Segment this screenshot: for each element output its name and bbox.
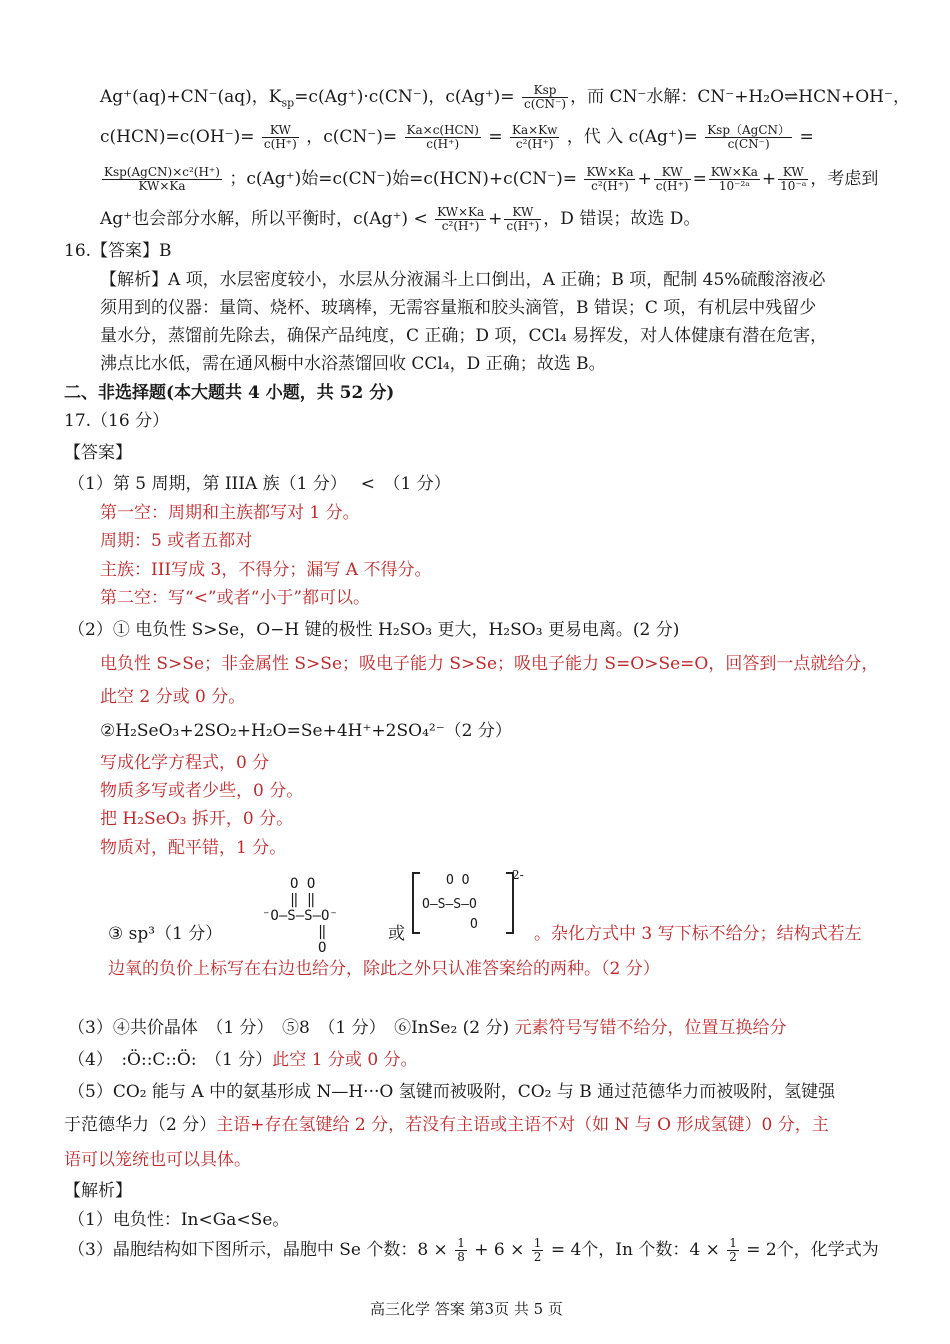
den: c(H⁺): [426, 137, 460, 151]
fraction: [504, 206, 541, 233]
fraction: [262, 124, 299, 151]
den: KW×Ka: [138, 179, 186, 193]
num: KW×Ka: [586, 165, 634, 179]
fraction: [455, 1237, 467, 1264]
text: ，D 错误；故选 D。: [543, 209, 701, 229]
q17-p1-note-2: 周期：5 或者五都对: [100, 531, 253, 551]
page-footer: 高三化学 答案 第3页 共 5 页: [370, 1300, 563, 1318]
q17-analysis-label: 【解析】: [64, 1181, 132, 1201]
fraction: [532, 1237, 544, 1264]
bracket-tl: [412, 872, 420, 874]
q17-analysis-3: [68, 1237, 879, 1264]
text: +: [761, 169, 777, 189]
struct2-charge: 2-: [512, 868, 524, 882]
text: = 2个，化学式为: [746, 1240, 879, 1260]
formula-line-2: [100, 124, 814, 151]
den: 8: [457, 1250, 465, 1264]
text: ，考虑到: [810, 169, 879, 189]
q17-p5: [68, 1047, 418, 1073]
text: ，而 CN⁻水解：CN⁻+H₂O⇌HCN+OH⁻，: [570, 87, 910, 107]
q16-line-3: 量水分，蒸馏前先除去，确保产品纯度，C 正确；D 项，CCl₄ 易挥发，对人体健康有潜在危害，: [100, 326, 828, 346]
text: ；c(Ag⁺)始=c(CN⁻)始=c(HCN)+c(CN⁻)=: [229, 169, 578, 189]
text: 主语+存在氢键给 2 分，若没有主语或主语不对（如 N 与 O 形成氢键）0 分，主: [216, 1115, 829, 1135]
text: c(HCN)=c(OH⁻)=: [100, 127, 255, 147]
struct2-top: O O: [446, 873, 470, 888]
q17-p3-note: 。杂化方式中 3 写下标不给分；结构式若左: [534, 924, 862, 944]
bracket-bl: [412, 932, 420, 934]
sub: sp: [281, 96, 295, 110]
den: 2: [533, 1250, 542, 1264]
den: c(H⁺): [263, 137, 297, 151]
q17-answer-label: 【答案】: [64, 443, 132, 463]
q17-p1-note-3: 主族：III写成 3，不得分；漏写 A 不得分。: [100, 560, 432, 580]
den: c(H⁺): [655, 179, 689, 193]
q17-p3-or: 或: [388, 924, 405, 944]
num: 1: [533, 1236, 542, 1250]
q17-p2-note-1: 电负性 S>Se；非金属性 S>Se；吸电子能力 S>Se；吸电子能力 S=O>Se=O，回答到一点就给分，: [100, 654, 879, 674]
fraction: [727, 1237, 739, 1264]
struct-main: ⁻O–S–S–O⁻: [262, 908, 338, 924]
den: 10⁻ᵃ: [780, 179, 807, 193]
fraction: [522, 84, 568, 111]
q17-p3-note-2: 边氧的负价上标写在右边也给分，除此之外只认准答案给的两种。（2 分）: [108, 959, 660, 979]
q17-p2: （2）① 电负性 S>Se，O−H 键的极性 H₂SO₃ 更大，H₂SO₃ 更易电离。(2 分): [68, 620, 680, 640]
den: c(CN⁻): [727, 137, 770, 151]
fraction: [405, 124, 481, 151]
num: Ksp（AgCN）: [707, 123, 791, 137]
text: = 4个，In 个数：4 ×: [550, 1240, 720, 1260]
q17-p4: [68, 1015, 787, 1041]
num: Ka×c(HCN): [406, 123, 479, 137]
q17-p1-note-4: 第二空：写“<”或者“小于”都可以。: [100, 588, 371, 608]
text: （4） :Ö::C::Ö: （1 分）: [68, 1050, 273, 1070]
q17-p6-1: （5）CO₂ 能与 A 中的氨基形成 N—H···O 氢键而被吸附，CO₂ 与 B 通过范德华力而被吸附，氢键强: [68, 1082, 836, 1102]
den: c²(H⁺): [591, 179, 629, 193]
text: ，代 入 c(Ag⁺)=: [566, 127, 698, 147]
fraction: [654, 166, 691, 193]
struct-bond: ‖: [318, 924, 327, 940]
text: （3）晶胞结构如下图所示，晶胞中 Se 个数：8 ×: [68, 1240, 448, 1260]
text: Ag⁺也会部分水解，所以平衡时，c(Ag⁺) <: [100, 209, 428, 229]
num: KW×Ka: [710, 165, 758, 179]
text: （3）④共价晶体 （1 分） ⑤8 （1 分） ⑥InSe₂ (2 分): [68, 1018, 510, 1038]
formula-line-4: [100, 206, 700, 233]
struct-top: O O: [290, 876, 316, 892]
num: KW×Ka: [437, 205, 485, 219]
q17-p1: （1）第 5 周期，第 IIIA 族（1 分） < （1 分）: [68, 474, 451, 494]
q17-p2b: ②H₂SeO₃+2SO₂+H₂O=Se+4H⁺+2SO₄²⁻（2 分）: [100, 721, 512, 741]
bracket-br: [506, 932, 514, 934]
num: 1: [729, 1236, 737, 1250]
num: 1: [457, 1236, 465, 1250]
q17-p3-sp: ③ sp³（1 分）: [108, 924, 223, 944]
fraction: [510, 124, 559, 151]
section-title: 二、非选择题(本大题共 4 小题，共 52 分): [64, 383, 395, 403]
fraction: [705, 124, 792, 151]
struct2-main: O–S–S–O: [422, 897, 477, 912]
text: =c(Ag⁺)·c(CN⁻)，c(Ag⁺)=: [294, 87, 515, 107]
num: KW: [504, 206, 541, 220]
q16-line-1: 【解析】A 项，水层密度较小，水层从分液漏斗上口倒出，A 正确；B 项，配制 45%硫酸溶液必: [100, 270, 826, 290]
q16-answer: 16.【答案】B: [64, 241, 172, 261]
text: +: [488, 209, 503, 229]
struct2-body: [422, 874, 478, 932]
q17-p6-2: [64, 1112, 829, 1138]
q17-p1-note-1: 第一空：周期和主族都写对 1 分。: [100, 503, 360, 523]
structure-2: [412, 872, 514, 934]
structure-1: [262, 876, 338, 956]
fraction: [709, 166, 760, 193]
text: 元素符号写错不给分，位置互换给分: [514, 1018, 787, 1038]
num: KW: [778, 166, 808, 180]
struct2-bot: O: [470, 917, 478, 932]
den: 10⁻²ᵃ: [718, 179, 750, 193]
q17-p2b-note-3: 把 H₂SeO₃ 拆开，0 分。: [100, 809, 294, 829]
fraction: [778, 166, 808, 193]
q17-p6-3: 语可以笼统也可以具体。: [64, 1150, 251, 1170]
text: ，c(CN⁻)=: [306, 127, 398, 147]
text: 此空 1 分或 0 分。: [272, 1050, 418, 1070]
num: KW: [262, 124, 299, 138]
text: =: [488, 127, 503, 147]
text: + 6 ×: [474, 1240, 525, 1260]
num: Ka×Kw: [511, 123, 558, 137]
formula-line-3: $\frac{\text{Ksp(AgCN)×c²(H⁺)}}{KW\times Ka}$ ；c(Ag⁺)始=c(CN⁻)始=c(HCN)+c(CN⁻)= $\frac{KW\times Ka}{\text{c²(H⁺)}}$ + $\frac{KW}{c(H^+)}$ = $\frac{KW\times Ka}{\text{10⁻²ᵃ}}$ + $\frac{KW}{\text{10⁻ᵃ}}$ ，考虑到: [104, 165, 879, 193]
num: KW: [654, 166, 691, 180]
struct-bottom: O: [318, 940, 327, 956]
q17-p2b-note-4: 物质对，配平错，1 分。: [100, 838, 287, 858]
num: Ksp: [522, 84, 568, 98]
q17-header: 17.（16 分）: [64, 411, 170, 431]
q17-analysis-1: （1）电负性：In<Ga<Se。: [68, 1210, 290, 1230]
den: 2: [729, 1250, 737, 1264]
formula-line-1: [100, 84, 910, 111]
num: Ksp(AgCN)×c²(H⁺): [104, 165, 220, 179]
q16-line-2: 须用到的仪器：量筒、烧杯、玻璃棒，无需容量瓶和胶头滴管，B 错误；C 项，有机层中残留少: [100, 298, 817, 318]
fraction: [435, 206, 486, 233]
fraction: [102, 166, 222, 193]
struct-bonds: ‖ ‖: [290, 892, 316, 908]
q17-p2-note-2: 此空 2 分或 0 分。: [100, 687, 246, 707]
q17-p2b-note-1: 写成化学方程式，0 分: [100, 753, 270, 773]
fraction: [584, 166, 635, 193]
text: =: [799, 127, 814, 147]
q17-p2b-note-2: 物质多写或者少些，0 分。: [100, 781, 304, 801]
den: c²(H⁺): [515, 137, 554, 151]
text: Ag⁺(aq)+CN⁻(aq)，K: [100, 87, 282, 107]
den: c(CN⁻): [523, 97, 567, 111]
den: c²(H⁺): [441, 219, 480, 233]
text: 于范德华力（2 分）: [64, 1115, 217, 1135]
den: c(H⁺): [506, 219, 540, 233]
q16-line-4: 沸点比水低，需在通风橱中水浴蒸馏回收 CCl₄，D 正确；故选 B。: [100, 354, 606, 374]
text: +: [637, 169, 652, 189]
